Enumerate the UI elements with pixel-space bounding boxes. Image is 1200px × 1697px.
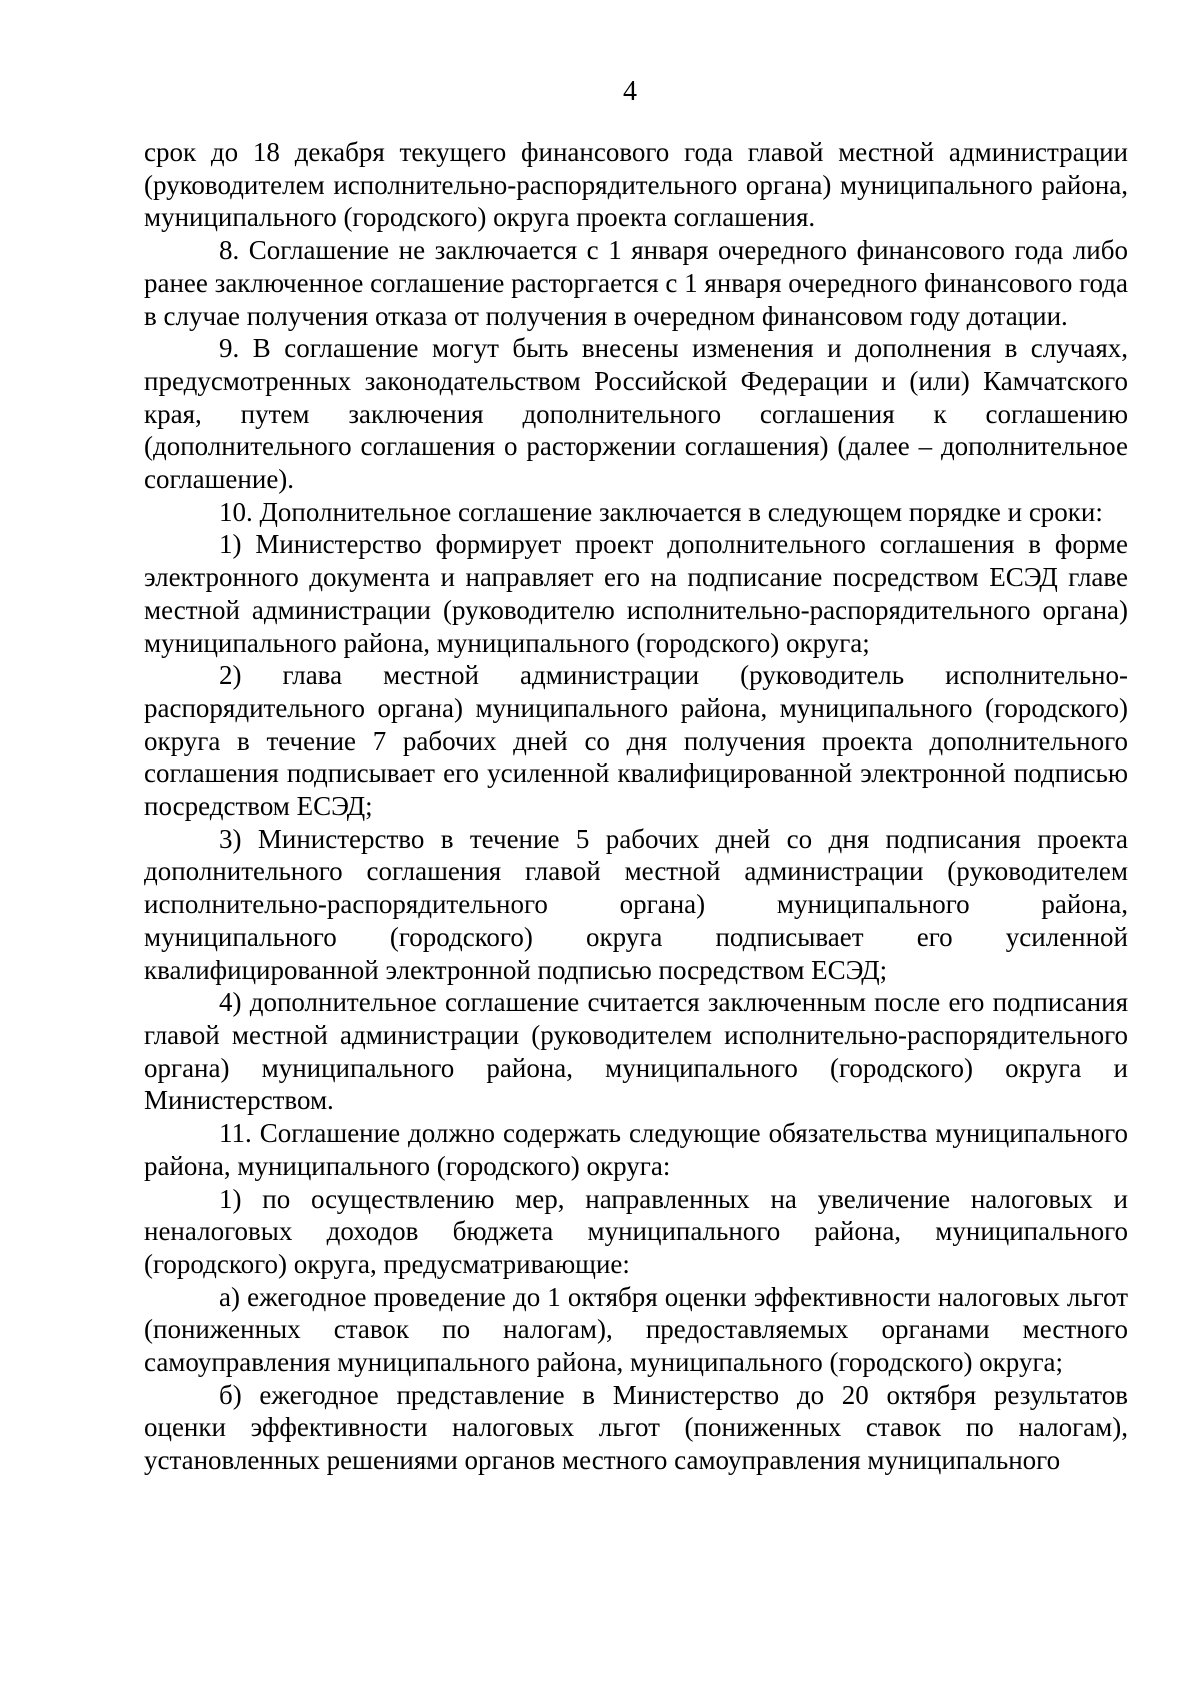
paragraph-item-10-3: 3) Министерство в течение 5 рабочих дней со дня подписания проекта дополнительного соглашения главой местной администрации (руководителем исполнительно-распорядительного органа) муниципального района, муниципального (городского) округа подписывает его усиленной квалифицированной электронной подписью посредством ЕСЭД; (144, 823, 1128, 985)
paragraph-item-9: 9. В соглашение могут быть внесены изменения и дополнения в случаях, предусмотренных законодательством Российской Федерации и (или) Камчатского края, путем заключения дополнительного соглашения к соглашению (дополнительного соглашения о расторжении соглашения) (далее – дополнительное соглашение). (144, 333, 1128, 495)
paragraph-item-8: 8. Соглашение не заключается с 1 января очередного финансового года либо ранее заключенное соглашение расторгается с 1 января очередного финансового года в случае получения отказа от получения в очередном финансовом году дотации. (144, 235, 1128, 331)
paragraph-item-10-2: 2) глава местной администрации (руководитель исполнительно-распорядительного органа) муниципального района, муниципального (городского) округа в течение 7 рабочих дней со дня получения проекта дополнительного соглашения подписывает его усиленной квалифицированной электронной подписью посредством ЕСЭД; (144, 660, 1128, 822)
paragraph-item-10-4: 4) дополнительное соглашение считается заключенным после его подписания главой местной администрации (руководителем исполнительно-распорядительного органа) муниципального района, муниципального (городского) округа и Министерством. (144, 987, 1128, 1116)
page-number: 4 (623, 76, 637, 107)
document-body (144, 136, 1128, 1477)
paragraph-item-10-1: 1) Министерство формирует проект дополнительного соглашения в форме электронного документа и направляет его на подписание посредством ЕСЭД главе местной администрации (руководителю исполнительно-распорядительного органа) муниципального района, муниципального (городского) округа; (144, 529, 1128, 658)
paragraph-item-11-1: 1) по осуществлению мер, направленных на увеличение налоговых и неналоговых доходов бюджета муниципального района, муниципального (городского) округа, предусматривающие: (144, 1183, 1128, 1279)
paragraph-item-11: 11. Соглашение должно содержать следующие обязательства муниципального района, муниципального (городского) округа: (144, 1118, 1128, 1181)
paragraph-continuation: срок до 18 декабря текущего финансового года главой местной администрации (руководителем исполнительно-распорядительного органа) муниципального района, муниципального (городского) округа проекта соглашения. (144, 137, 1128, 233)
paragraph-item-10: 10. Дополнительное соглашение заключается в следующем порядке и сроки: (219, 496, 1103, 527)
paragraph-item-11-1-b: б) ежегодное представление в Министерство до 20 октября результатов оценки эффективности налоговых льгот (пониженных ставок по налогам), установленных решениями органов местного самоуправления муниципального (144, 1379, 1128, 1476)
paragraph-item-11-1-a: а) ежегодное проведение до 1 октября оценки эффективности налоговых льгот (пониженных ставок по налогам), предоставляемых органами местного самоуправления муниципального района, муниципального (городского) округа; (144, 1281, 1128, 1378)
